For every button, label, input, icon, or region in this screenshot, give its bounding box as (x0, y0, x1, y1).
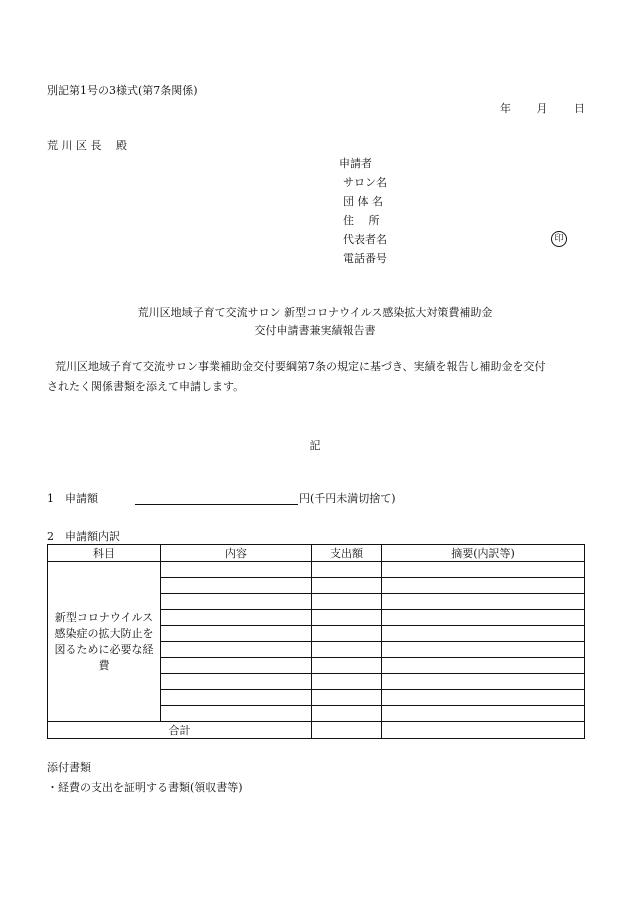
amount-underline (135, 504, 298, 505)
remarks-cell[interactable] (382, 594, 585, 610)
amount-suffix: 円(千円未満切捨て) (299, 492, 396, 505)
expense-cell[interactable] (312, 626, 382, 642)
category-cell: 新型コロナウイルス感染症の拡大防止を図るために必要な経費 (48, 562, 161, 722)
total-expense-cell[interactable] (312, 722, 382, 739)
remarks-cell[interactable] (382, 562, 585, 578)
total-label: 合計 (48, 722, 312, 739)
breakdown-table (47, 544, 585, 739)
expense-cell[interactable] (312, 610, 382, 626)
date-line (500, 100, 585, 116)
expense-cell[interactable] (312, 690, 382, 706)
group-name-label: 団 体 名 (343, 195, 383, 208)
content-cell[interactable] (161, 658, 312, 674)
total-remarks-cell[interactable] (382, 722, 585, 739)
expense-cell[interactable] (312, 674, 382, 690)
remarks-cell[interactable] (382, 658, 585, 674)
content-cell[interactable] (161, 690, 312, 706)
header-content: 内容 (161, 545, 312, 562)
content-cell[interactable] (161, 562, 312, 578)
address-label: 住 所 (343, 214, 380, 227)
total-row (48, 722, 585, 739)
remarks-cell[interactable] (382, 626, 585, 642)
content-cell[interactable] (161, 594, 312, 610)
content-cell[interactable] (161, 674, 312, 690)
expense-cell[interactable] (312, 706, 382, 722)
form-number: 別記第1号の3様式(第7条関係) (47, 84, 198, 97)
attachments-item: ・経費の支出を証明する書類(領収書等) (47, 781, 243, 794)
content-cell[interactable] (161, 706, 312, 722)
addressee: 荒 川 区 長 殿 (47, 139, 127, 152)
header-remarks: 摘要(内訳等) (382, 545, 585, 562)
title-line-1: 荒川区地域子育て交流サロン 新型コロナウイルス感染拡大対策費補助金 (137, 306, 493, 319)
section2-label: 2 申請額内訳 (47, 530, 120, 543)
salon-name-label: サロン名 (343, 176, 387, 189)
content-cell[interactable] (161, 578, 312, 594)
header-category: 科目 (48, 545, 161, 562)
applicant-header: 申請者 (339, 157, 372, 170)
title-line-2: 交付申請書兼実績報告書 (254, 324, 376, 337)
ki-heading: 記 (309, 439, 321, 452)
content-cell[interactable] (161, 610, 312, 626)
content-cell[interactable] (161, 626, 312, 642)
representative-label: 代表者名 (343, 233, 387, 246)
date-day: 日 (574, 102, 585, 115)
expense-cell[interactable] (312, 658, 382, 674)
date-month: 月 (536, 102, 548, 115)
phone-label: 電話番号 (343, 252, 387, 265)
remarks-cell[interactable] (382, 578, 585, 594)
table-row (48, 562, 585, 578)
remarks-cell[interactable] (382, 642, 585, 658)
attachments-heading: 添付書類 (47, 761, 91, 774)
date-year: 年 (500, 102, 511, 115)
content-cell[interactable] (161, 642, 312, 658)
section1-label: 1 申請額 (47, 492, 98, 505)
table-header-row (48, 545, 585, 562)
body-line-1: 荒川区地域子育て交流サロン事業補助金交付要綱第7条の規定に基づき、実績を報告し補助金を交付 (55, 360, 546, 373)
body-line-2: されたく関係書類を添えて申請します。 (47, 380, 245, 393)
seal-mark: 印 (551, 231, 567, 247)
remarks-cell[interactable] (382, 674, 585, 690)
header-expense: 支出額 (312, 545, 382, 562)
expense-cell[interactable] (312, 562, 382, 578)
remarks-cell[interactable] (382, 610, 585, 626)
remarks-cell[interactable] (382, 706, 585, 722)
expense-cell[interactable] (312, 578, 382, 594)
expense-cell[interactable] (312, 594, 382, 610)
expense-cell[interactable] (312, 642, 382, 658)
remarks-cell[interactable] (382, 690, 585, 706)
